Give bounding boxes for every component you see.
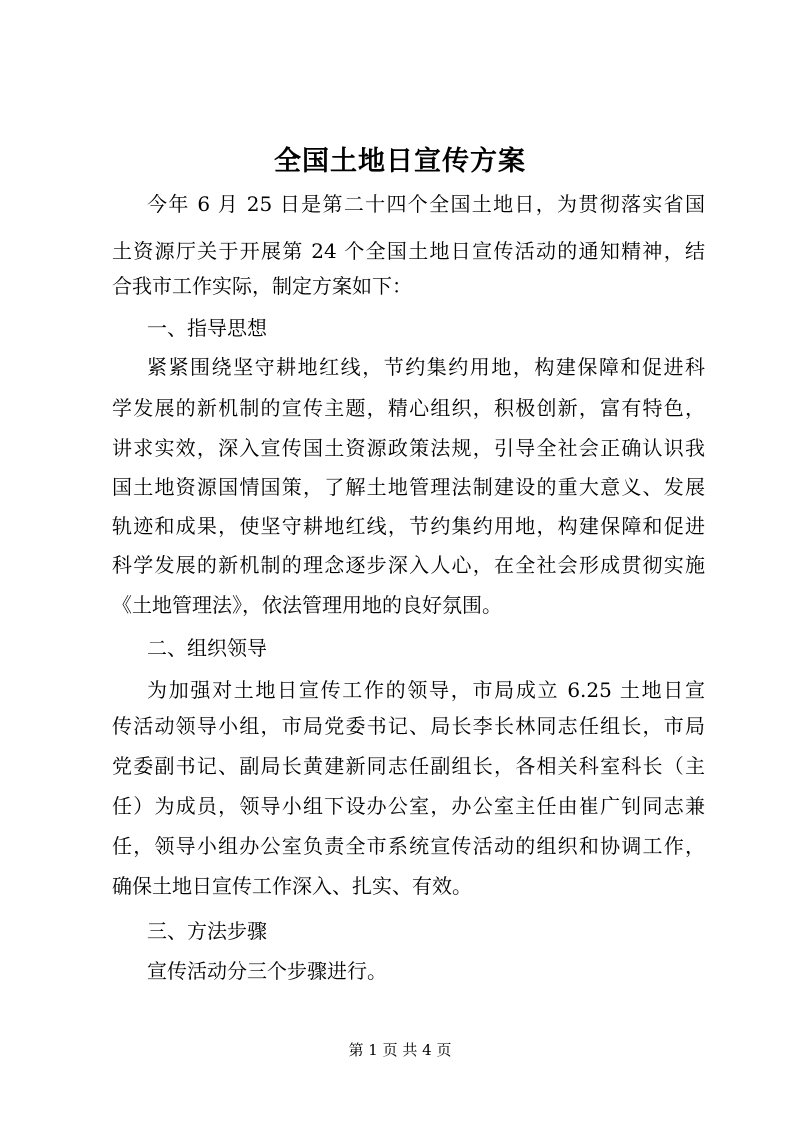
paragraph-line: 土资源厅关于开展第 24 个全国土地日宣传活动的通知精神，结 <box>112 239 705 263</box>
paragraph-line: 为加强对土地日宣传工作的领导，市局成立 6.25 土地日宣 <box>147 678 705 702</box>
paragraph-line: 传活动领导小组，市局党委书记、局长李长林同志任组长，市局 <box>112 714 705 738</box>
paragraph-line: 紧紧围绕坚守耕地红线，节约集约用地，构建保障和促进科 <box>147 355 705 379</box>
paragraph-line: 讲求实效，深入宣传国土资源政策法规，引导全社会正确认识我 <box>112 436 705 460</box>
paragraph-line: 合我市工作实际，制定方案如下： <box>112 274 412 298</box>
paragraph-line: 《土地管理法》，依法管理用地的良好氛围。 <box>112 593 502 617</box>
paragraph-line: 任）为成员，领导小组下设办公室，办公室主任由崔广钊同志兼 <box>112 794 705 818</box>
paragraph-line: 确保土地日宣传工作深入、扎实、有效。 <box>112 874 472 898</box>
paragraph-line: 党委副书记、副局长黄建新同志任副组长，各相关科室科长（主 <box>112 754 705 778</box>
paragraph-line: 国土地资源国情国策，了解土地管理法制建设的重大意义、发展 <box>112 475 705 499</box>
paragraph-line: 科学发展的新机制的理念逐步深入人心，在全社会形成贯彻实施 <box>112 553 705 577</box>
paragraph-line: 今年 6 月 25 日是第二十四个全国土地日，为贯彻落实省国 <box>147 192 705 216</box>
page-footer: 第 1 页 共 4 页 <box>348 1041 452 1059</box>
paragraph-line: 宣传活动分三个步骤进行。 <box>147 959 387 983</box>
paragraph-line: 轨迹和成果，使坚守耕地红线，节约集约用地，构建保障和促进 <box>112 514 705 538</box>
paragraph-line: 学发展的新机制的宣传主题，精心组织，积极创新，富有特色， <box>112 396 705 420</box>
section-heading: 二、组织领导 <box>147 636 267 660</box>
document-title: 全国土地日宣传方案 <box>274 146 526 177</box>
section-heading: 三、方法步骤 <box>147 919 267 943</box>
section-heading: 一、指导思想 <box>147 316 267 340</box>
paragraph-line: 任，领导小组办公室负责全市系统宣传活动的组织和协调工作， <box>112 834 705 858</box>
